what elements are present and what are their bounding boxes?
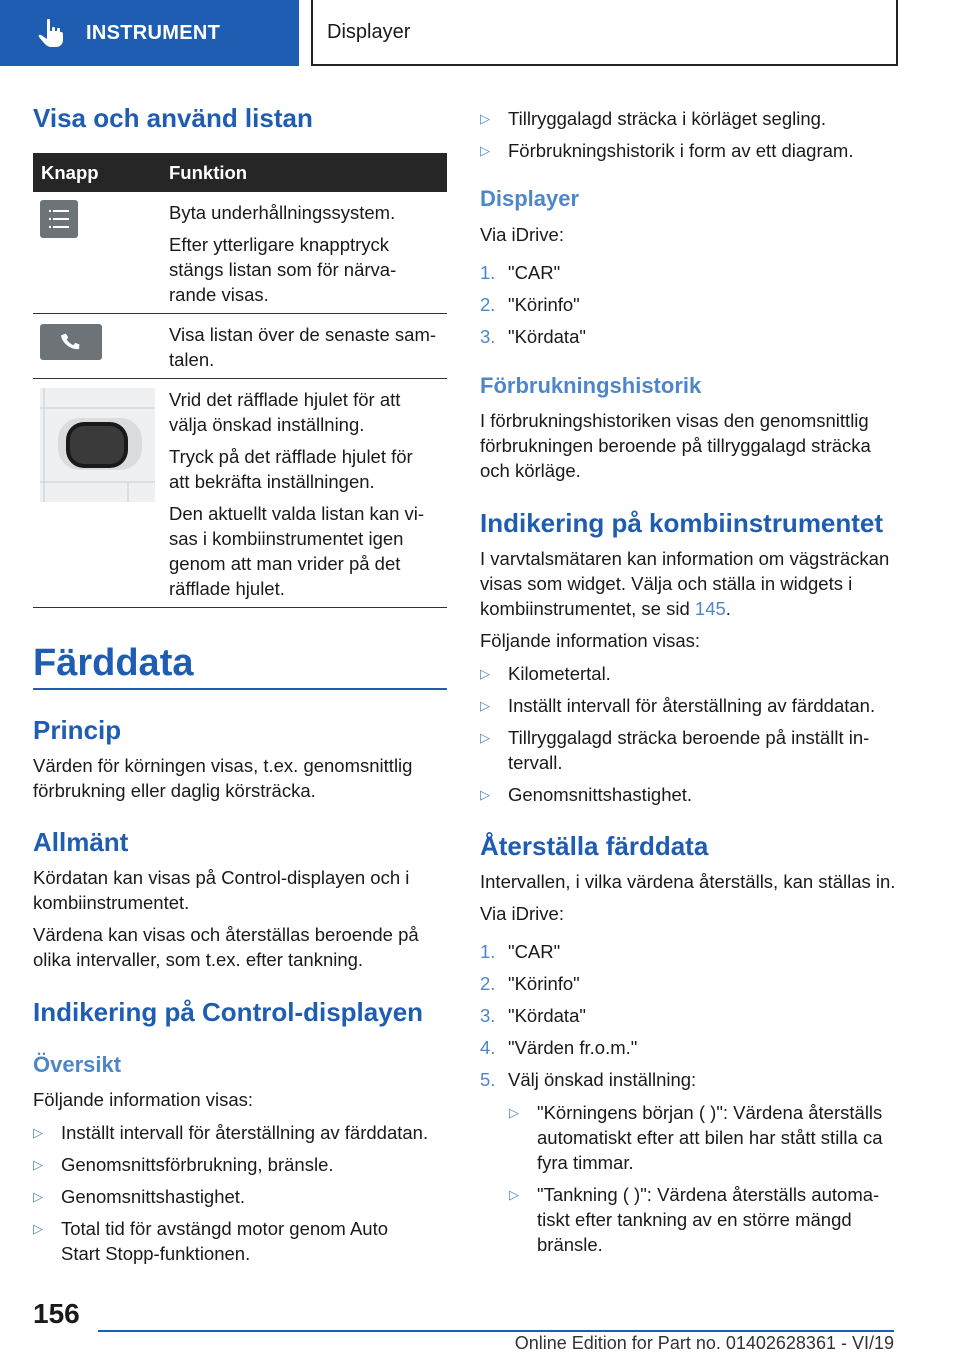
table-divider	[33, 313, 447, 314]
via-idrive-2: Via iDrive:	[480, 903, 564, 924]
step-text: "Värden fr.o.m."	[508, 1037, 638, 1058]
heading-princip: Princip	[33, 715, 122, 745]
chapter-title: Färddata	[33, 642, 194, 684]
row3-text: Den aktuellt valda listan kan vi-	[169, 503, 425, 524]
pointing-hand-icon	[38, 18, 64, 48]
row1-text: rande visas.	[169, 284, 269, 305]
text-line: kombiinstrumentet, se sid	[480, 598, 695, 619]
list-item-continued: bränsle.	[537, 1234, 603, 1255]
page-number: 156	[33, 1298, 80, 1329]
row3-text: genom att man vrider på det	[169, 553, 401, 574]
oversikt-intro: Följande information visas:	[33, 1089, 254, 1110]
kombi-intro: Följande information visas:	[480, 630, 701, 651]
table-divider	[33, 607, 447, 608]
heading-forbrukningshistorik: Förbrukningshistorik	[480, 373, 702, 398]
list-item-text: Total tid för avstängd motor genom Auto	[61, 1218, 389, 1239]
list-item-text: Tillryggalagd sträcka beroende på inställt in-	[508, 727, 870, 748]
list-item-text: Tillryggalagd sträcka i körläget segling.	[508, 108, 827, 129]
text-line: Värden för körningen visas, t.ex. genomsnittlig	[33, 755, 413, 776]
section-label: INSTRUMENT	[86, 21, 221, 44]
row3-text: välja önskad inställning.	[169, 414, 365, 435]
step-text: "Körinfo"	[508, 294, 580, 315]
footer-rule	[98, 1330, 894, 1332]
list-item-continued: Start Stopp-funktionen.	[61, 1243, 251, 1264]
row1-text: stängs listan som för närva-	[169, 259, 397, 280]
step-text: "CAR"	[508, 941, 561, 962]
table-row	[169, 200, 447, 307]
row1-text: Byta underhållningssystem.	[169, 202, 396, 223]
row3-text: räfflade hjulet.	[169, 578, 285, 599]
table-divider	[33, 378, 447, 379]
text-line: .	[725, 598, 731, 619]
text-line: och körläge.	[480, 460, 581, 481]
heading-aterstalla: Återställa färddata	[480, 831, 709, 861]
list-item-text: Inställt intervall för återställning av färddatan.	[508, 695, 876, 716]
text-line: Värdena kan visas och återställas beroende på	[33, 924, 419, 945]
heading-list: Visa och använd listan	[33, 103, 313, 133]
step-text: Välj önskad inställning:	[508, 1069, 697, 1090]
text-line: visas som widget. Välja och ställa in widgets i	[480, 573, 853, 594]
heading-control-display: Indikering på Control-displayen	[33, 997, 424, 1027]
list-item-continued: fyra timmar.	[537, 1152, 634, 1173]
step-text: "Kördata"	[508, 1005, 586, 1026]
page-title-box	[311, 0, 898, 66]
forbr-text	[480, 408, 900, 483]
list-item-continued: tiskt efter tankning av en större mängd	[537, 1209, 852, 1230]
phone-button-icon	[40, 324, 102, 360]
chapter-rule	[33, 688, 447, 690]
row1-text: Efter ytterligare knapptryck	[169, 234, 390, 255]
list-item-text: Inställt intervall för återställning av färddatan.	[61, 1122, 429, 1143]
list-item-text: Genomsnittsförbrukning, bränsle.	[61, 1154, 334, 1175]
kombi-text	[480, 546, 900, 621]
text-line: I förbrukningshistoriken visas den genomsnittlig	[480, 410, 869, 431]
table-header	[33, 153, 447, 192]
col-header-funktion: Funktion	[169, 162, 248, 183]
text-line: kombiinstrumentet.	[33, 892, 190, 913]
step-text: "Kördata"	[508, 326, 586, 347]
heading-displayer: Displayer	[480, 186, 580, 211]
footer-edition: Online Edition for Part no. 01402628361 - VI/19	[514, 1333, 894, 1353]
text-line: förbrukning eller daglig körsträcka.	[33, 780, 316, 801]
via-idrive-1: Via iDrive:	[480, 224, 564, 245]
text-line: I varvtalsmätaren kan information om vägsträckan	[480, 548, 890, 569]
list-item-continued: tervall.	[508, 752, 563, 773]
row3-text: att bekräfta inställningen.	[169, 471, 375, 492]
text-line: förbrukningen beroende på tillryggalagd sträcka	[480, 435, 871, 456]
table-row	[169, 322, 447, 372]
list-menu-button-icon	[40, 200, 78, 238]
page-title: Displayer	[327, 20, 411, 43]
list-item-text: Förbrukningshistorik i form av ett diagram.	[508, 140, 854, 161]
heading-oversikt: Översikt	[33, 1052, 122, 1077]
col-header-knapp: Knapp	[41, 162, 99, 183]
allmant-text	[33, 865, 453, 972]
list-item-text: Genomsnittshastighet.	[61, 1186, 246, 1207]
princip-text	[33, 753, 453, 803]
text-line: olika intervaller, som t.ex. efter tankning.	[33, 949, 364, 970]
text-line: Kördatan kan visas på Control-displayen och i	[33, 867, 410, 888]
row3-text: Vrid det räfflade hjulet för att	[169, 389, 401, 410]
table-row	[169, 387, 447, 601]
row2-text: talen.	[169, 349, 215, 370]
row3-text: sas i kombiinstrumentet igen	[169, 528, 404, 549]
list-item-text: Kilometertal.	[508, 663, 611, 684]
reset-text: Intervallen, i vilka värdena återställs, kan ställas in.	[480, 871, 896, 892]
step-text: "CAR"	[508, 262, 561, 283]
list-item-continued: automatiskt efter att bilen har stått stilla ca	[537, 1127, 883, 1148]
step-text: "Körinfo"	[508, 973, 580, 994]
list-item-text: "Körningens början ( )": Värdena återställs	[537, 1102, 883, 1123]
knurled-wheel-icon	[40, 388, 155, 502]
row2-text: Visa listan över de senaste sam-	[169, 324, 437, 345]
heading-kombiinstrumentet: Indikering på kombiinstrumentet	[480, 508, 884, 538]
row3-text: Tryck på det räfflade hjulet för	[169, 446, 413, 467]
section-tab[interactable]	[0, 0, 299, 66]
list-item-text: "Tankning ( )": Värdena återställs automa-	[537, 1184, 880, 1205]
list-item-text: Genomsnittshastighet.	[508, 784, 693, 805]
page-link-145[interactable]: 145	[694, 598, 726, 619]
heading-allmant: Allmänt	[33, 827, 129, 857]
